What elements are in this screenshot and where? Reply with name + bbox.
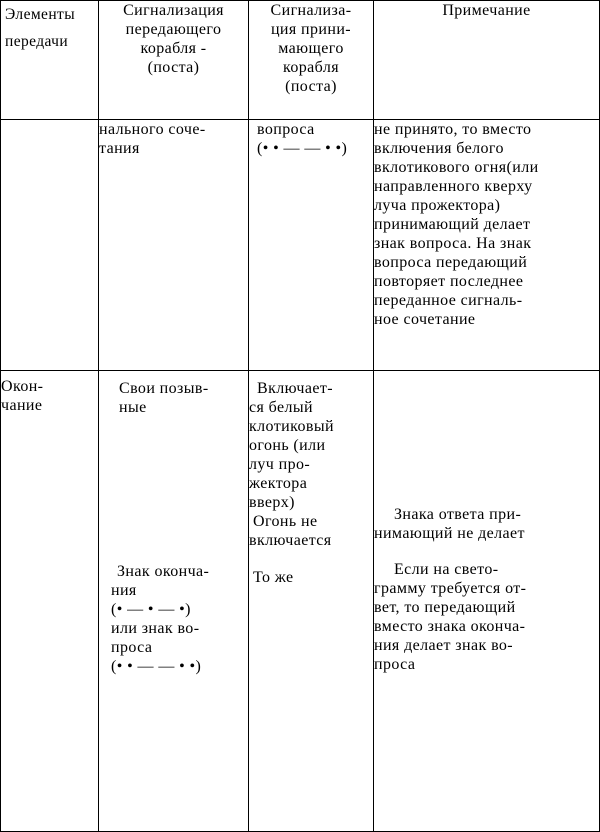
row2-note-b-line4: вместо знака оконча-	[374, 618, 526, 635]
row1-note	[374, 120, 600, 371]
header-row	[1, 1, 600, 120]
row1-note-line6: принимающий делает	[374, 216, 531, 233]
row1-note-line3: вклотикового огня(или	[374, 159, 539, 176]
header-receiving-line1: Сигнализа-	[270, 2, 352, 19]
row2-sending-callsigns	[111, 379, 248, 417]
row2-receiving-on-line5: луч про-	[249, 456, 311, 473]
row2-receiving-on-line1: Включает-	[257, 380, 333, 397]
row2-sending-end-sign	[111, 562, 248, 676]
header-sending-line1: Сигнализация	[123, 2, 224, 19]
row1-note-line8: вопроса передающий	[374, 254, 528, 271]
table-row-ending	[1, 371, 600, 832]
header-sending-line3: корабля -	[140, 40, 207, 57]
row2-elements-line2: чание	[1, 397, 43, 414]
row2-note-a-line2: нимающий не делает	[374, 525, 525, 542]
row2-note-b-line5: ния делает знак во-	[374, 637, 514, 654]
row2-sending-end-line4: или знак во-	[111, 620, 200, 637]
header-receiving-line3: мающего	[278, 40, 344, 57]
row2-note-b-line2: грамму требуется от-	[374, 580, 527, 597]
row2-sending-end-line2: ния	[111, 582, 137, 599]
header-receiving-line5: (поста)	[285, 78, 337, 95]
header-sending-line4: (поста)	[147, 59, 200, 76]
row2-receiving-off-line2: включается	[249, 532, 332, 549]
row1-sending-line2: тания	[99, 140, 140, 157]
row1-receiving-line1: вопроса	[257, 121, 315, 138]
row1-note-line2: включения белого	[374, 140, 504, 157]
row2-sending-end-line5: проса	[111, 639, 153, 656]
row2-receiving-light-off	[249, 512, 373, 550]
row2-elements-line1: Окон-	[1, 378, 44, 395]
header-receiving	[249, 1, 374, 120]
row1-sending-line1: нального соче-	[99, 121, 206, 138]
row2-elements	[1, 371, 99, 832]
row2-receiving-on-line2: ся белый	[249, 399, 313, 416]
header-sending-line2: передающего	[125, 21, 222, 38]
row1-sending	[99, 120, 249, 371]
row2-receiving-on-line7: вверх)	[249, 494, 295, 511]
header-elements	[1, 1, 99, 120]
row2-note-no-answer	[374, 505, 599, 543]
row2-receiving	[249, 371, 374, 832]
row2-note-b-line3: вет, то передающий	[374, 599, 516, 616]
row1-note-line11: ное сочетание	[374, 311, 476, 328]
row2-receiving-on-line6: жектора	[249, 475, 308, 492]
row1-note-line5: луча прожектора)	[374, 197, 501, 214]
header-elements-line2: передачи	[5, 33, 69, 50]
header-sending	[99, 1, 249, 120]
row1-note-line4: направленного кверху	[374, 178, 533, 195]
row1-note-line7: знак вопроса. На знак	[374, 235, 532, 252]
row2-sending-callsigns-line1: Свои позыв-	[119, 380, 209, 397]
table-row-continuation	[1, 120, 600, 371]
row2-sending	[99, 371, 249, 832]
row2-sending-callsigns-line2: ные	[119, 399, 147, 416]
row2-note-a-line1: Знака ответа при-	[394, 506, 522, 523]
row2-sending-end-line6: (• • — — • •)	[111, 658, 202, 675]
header-note	[374, 1, 600, 120]
header-receiving-line4: корабля	[283, 59, 339, 76]
row1-note-line9: повторяет последнее	[374, 273, 524, 290]
row2-note-b-line1: Если на свето-	[394, 561, 499, 578]
header-note-text: Примечание	[442, 2, 531, 19]
row2-receiving-same-text: То же	[253, 569, 294, 586]
row1-note-line10: переданное сигналь-	[374, 292, 523, 309]
row2-receiving-light-on	[249, 379, 373, 512]
row2-note-if-answer	[374, 560, 599, 674]
row1-note-line1: не принято, то вместо	[374, 121, 532, 138]
row2-sending-end-line3: (• — • — •)	[111, 601, 191, 618]
row2-sending-end-line1: Знак оконча-	[117, 563, 210, 580]
row1-receiving	[249, 120, 374, 371]
row1-receiving-line2: (• • — — • •)	[257, 140, 348, 157]
row2-note	[374, 371, 600, 832]
row2-receiving-off-line1: Огонь не	[253, 513, 318, 530]
row2-receiving-same	[249, 568, 373, 587]
row2-receiving-on-line4: огонь (или	[249, 437, 326, 454]
row2-note-b-line6: проса	[374, 656, 416, 673]
header-receiving-line2: ция прини-	[270, 21, 352, 38]
row2-receiving-on-line3: клотиковый	[249, 418, 334, 435]
row1-elements	[1, 120, 99, 371]
header-elements-line1: Элементы	[5, 6, 76, 23]
